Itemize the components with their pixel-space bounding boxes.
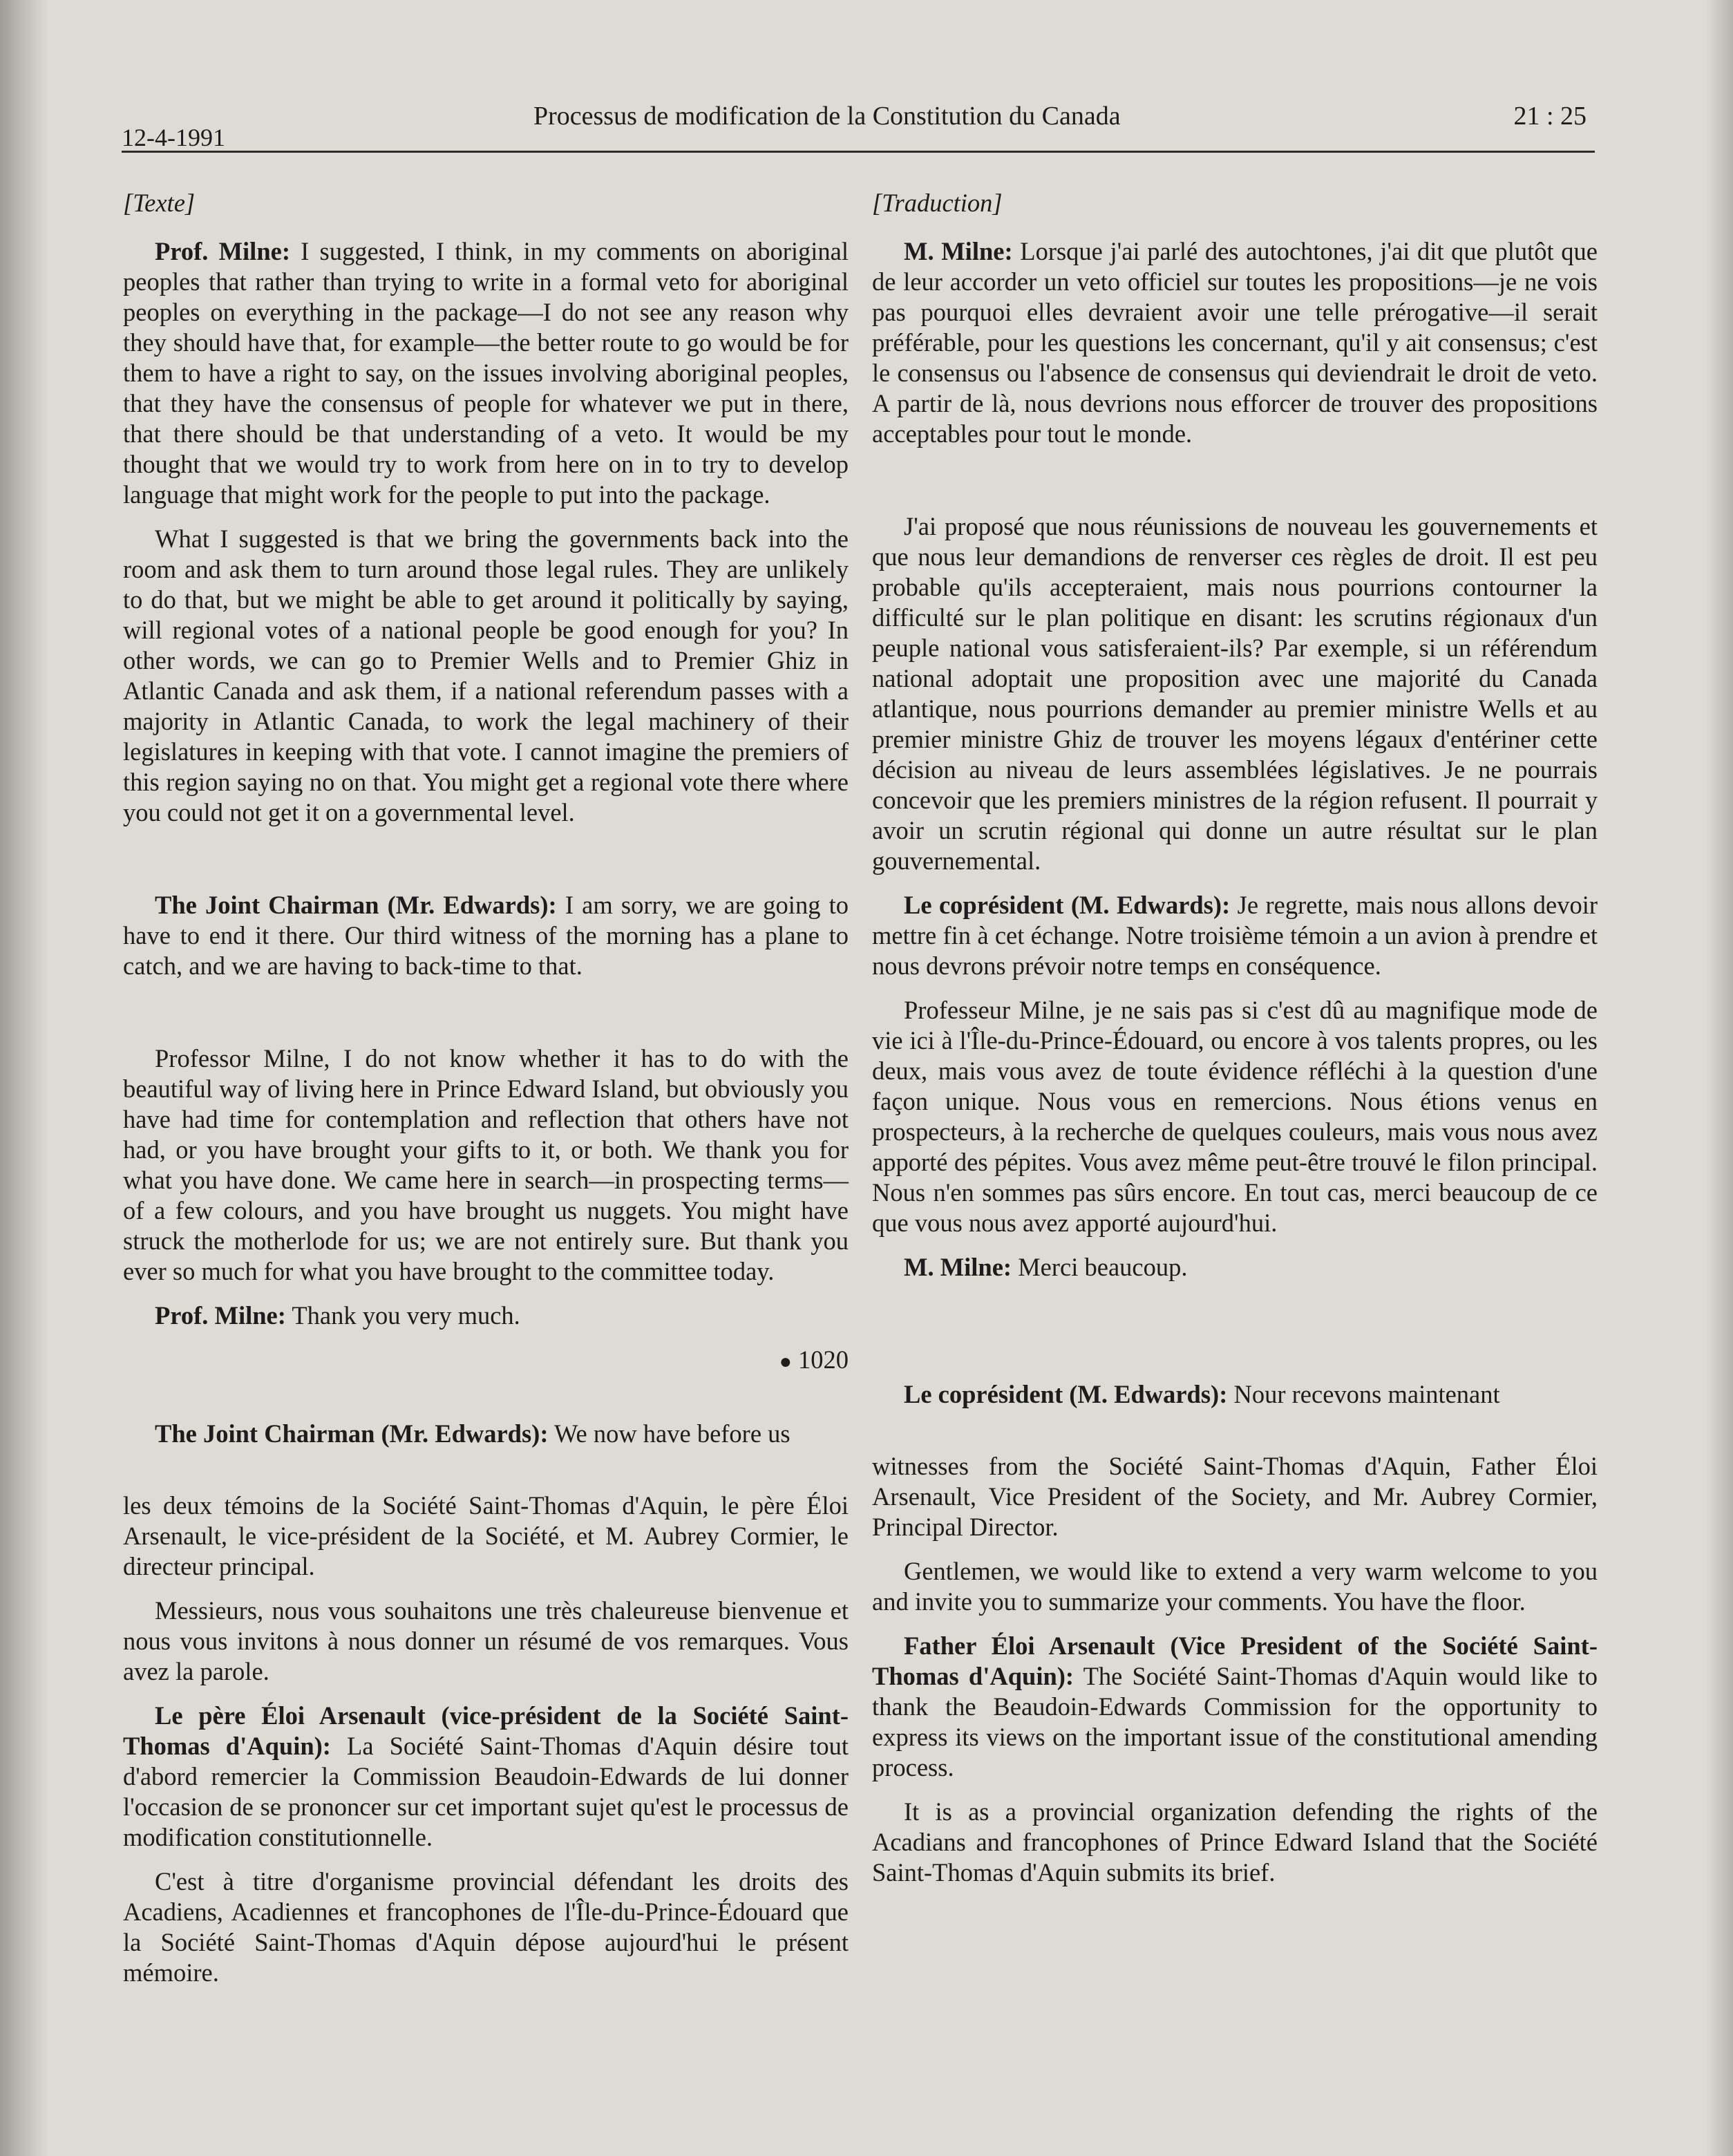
time-marker-number: 1020 [798,1345,849,1374]
right-paragraph-arsenault-1: Father Éloi Arsenault (Vice President of the Société Saint-Thomas d'Aquin): The Société Saint-Thomas d'Aquin would like to thank the Beaudoin-Edwards Commission for the opportunity to express its views on the important issue of the constitutional amending process. [872,1632,1598,1781]
speaker-name: The Joint Chairman (Mr. Edwards): [155,891,557,919]
right-paragraph-chairman-2: Professeur Milne, je ne sais pas si c'est dû au magnifique mode de vie ici à l'Île-du-Prince-Édouard, ou encore à vos talents propres, ou les deux, mais vous avez de toute évidence réfléchi à la question d'une façon unique. Nous vous en remercions. Nous étions venus en prospecteurs, à la recherche de quelques couleurs, mais vous nous avez apporté des pépites. Vous avez même peut-être trouvé le filon principal. Nous n'en sommes pas sûrs encore. En tout cas, merci beaucoup de ce que vous nous avez apporté aujourd'hui. [872,996,1598,1237]
speaker-name: M. Milne: [904,1253,1012,1281]
left-column [123,188,849,2002]
right-paragraph-arsenault-2: It is as a provincial organization defending the rights of the Acadians and francophones of Prince Edward Island that the Société Saint-Thomas d'Aquin submits its brief. [872,1797,1598,1886]
header-title: Processus de modification de la Constitution du Canada [533,102,1121,131]
header-rule [122,151,1595,153]
left-language-tag: [Texte] [123,189,196,217]
right-paragraph-milne-2: J'ai proposé que nous réunissions de nouveau les gouvernements et que nous leur demandions de renverser ces règles de droit. Il est peu probable qu'ils accepteraient, mais nous pourrions contourner la difficulté sur le plan politique en disant: les scrutins régionaux d'un peuple national vous satisferaient-ils? Par exemple, si un référendum national adoptait une proposition avec une majorité du Canada atlantique, nous pourrions demander au premier ministre Wells et au premier ministre Ghiz de trouver les moyens légaux d'entériner cette décision au niveau de leurs assemblées législatives. Je ne pourrais concevoir que les premiers ministres de la région refusent. Il pourrait y avoir un scrutin régional qui donne un autre résultat sur le plan gouvernemental. [872,512,1598,875]
right-column [872,188,1598,1902]
time-marker [123,1345,849,1377]
speaker-name: Prof. Milne: [155,237,290,265]
speaker-name: Le coprésident (M. Edwards): [904,891,1231,919]
speaker-name: Prof. Milne: [155,1301,286,1330]
left-paragraph-welcome: Messieurs, nous vous souhaitons une très chaleureuse bienvenue et nous vous invitons à nous donner un résumé de vos remarques. Vous avez la parole. [123,1596,849,1685]
speaker-name: The Joint Chairman (Mr. Edwards): [155,1419,549,1448]
right-paragraph-witnesses: witnesses from the Société Saint-Thomas d'Aquin, Father Éloi Arsenault, Vice President of the Society, and Mr. Aubrey Cormier, Principal Director. [872,1452,1598,1541]
speaker-name: M. Milne: [904,237,1013,265]
bullet-icon: ● [779,1350,792,1373]
header-page-number: 21 : 25 [1513,102,1587,131]
left-paragraph-milne-3: Prof. Milne: Thank you very much. [155,1301,520,1330]
left-paragraph-chairman-3: The Joint Chairman (Mr. Edwards): We now have before us [155,1419,790,1448]
left-paragraph-milne-1: Prof. Milne: I suggested, I think, in my comments on aboriginal peoples that rather than trying to write in a formal veto for aboriginal peoples on everything in the package—I do not see any reason why they should have that, for example—the better route to go would be for them to have a right to say, on the issues involving aboriginal peoples, that they have the consensus of people for whatever we put in there, that there should be that understanding of a veto. It would be my thought that we would try to work from here on in to try to develop language that might work for the people to put into the package. [123,237,849,509]
right-paragraph-welcome: Gentlemen, we would like to extend a very warm welcome to you and invite you to summarize your comments. You have the floor. [872,1557,1598,1616]
speaker-name: Le coprésident (M. Edwards): [904,1380,1228,1408]
left-paragraph-milne-2: What I suggested is that we bring the governments back into the room and ask them to turn around those legal rules. They are unlikely to do that, but we might be able to get around it politically by saying, will regional votes of a national people be good enough for you? In other words, we can go to Premier Wells and to Premier Ghiz in Atlantic Canada and ask them, if a national referendum passes with a majority in Atlantic Canada, to work the legal machinery of their legislatures in keeping with that vote. I cannot imagine the premiers of this region saying no on that. You might get a regional vote there where you could not get it on a governmental level. [123,524,849,826]
binding-shadow [0,0,48,2156]
right-paragraph-milne-3: M. Milne: Merci beaucoup. [904,1253,1188,1281]
left-paragraph-arsenault-1: Le père Éloi Arsenault (vice-président de la Société Saint-Thomas d'Aquin): La Société Saint-Thomas d'Aquin désire tout d'abord remercier la Commission Beaudoin-Edwards de lui donner l'occasion de se prononcer sur cet important sujet qu'est le processus de modification constitutionnelle. [123,1701,849,1851]
speaker-name: Father Éloi Arsenault (Vice President of the Société Saint-Thomas d'Aquin): [872,1632,1598,1690]
right-paragraph-milne-1: M. Milne: Lorsque j'ai parlé des autochtones, j'ai dit que plutôt que de leur accorder un veto officiel sur toutes les propositions—je ne vois pas pourquoi elles devraient avoir une telle prérogative—il serait préférable, pour les questions les concernant, qu'il y ait consensus; c'est le consensus ou l'absence de consensus qui deviendrait le droit de veto. A partir de là, nous devrions nous efforcer de trouver des propositions acceptables pour tout le monde. [872,237,1598,448]
right-paragraph-chairman-1: Le coprésident (M. Edwards): Je regrette, mais nous allons devoir mettre fin à cet échange. Notre troisième témoin a un avion à prendre et nous devrons prévoir notre temps en conséquence. [872,891,1598,980]
left-paragraph-chairman-2: Professor Milne, I do not know whether it has to do with the beautiful way of living here in Prince Edward Island, but obviously you have had time for contemplation and reflection that others have not had, or you have brought your gifts to it, or both. We thank you for what you have done. We came here in search—in prospecting terms—of a few colours, and you have brought us nuggets. You might have struck the motherlode for us; we are not entirely sure. But thank you ever so much for what you have brought to the committee today. [123,1044,849,1285]
right-language-tag: [Traduction] [872,189,1003,217]
page-edge-shadow [1705,0,1733,2156]
left-paragraph-arsenault-2: C'est à titre d'organisme provincial défendant les droits des Acadiens, Acadiennes et francophones de l'Île-du-Prince-Édouard que la Société Saint-Thomas d'Aquin dépose aujourd'hui le présent mémoire. [123,1867,849,1987]
header-date: 12-4-1991 [122,124,225,151]
left-paragraph-witnesses: les deux témoins de la Société Saint-Thomas d'Aquin, le père Éloi Arsenault, le vice-président de la Société, et M. Aubrey Cormier, le directeur principal. [123,1491,849,1580]
left-paragraph-chairman-1: The Joint Chairman (Mr. Edwards): I am sorry, we are going to have to end it there. Our third witness of the morning has a plane to catch, and we are having to back-time to that. [123,891,849,980]
speaker-name: Le père Éloi Arsenault (vice-président de la Société Saint-Thomas d'Aquin): [123,1701,849,1760]
running-header [122,97,1593,159]
right-paragraph-chairman-3: Le coprésident (M. Edwards): Nour recevons maintenant [904,1380,1500,1408]
